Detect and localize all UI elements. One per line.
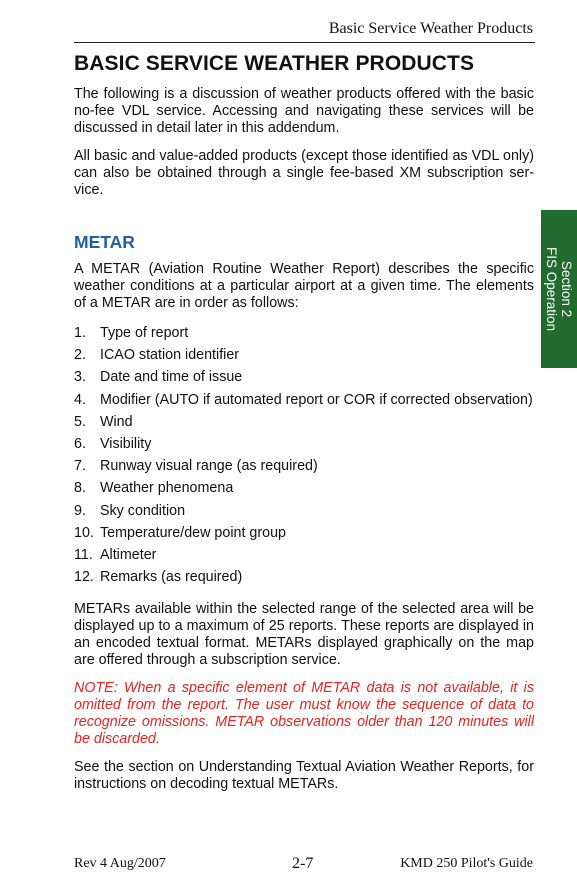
- list-item-text: Runway visual range (as required): [100, 458, 318, 475]
- list-item-text: Visibility: [100, 435, 152, 452]
- list-item-number: 9.: [74, 502, 86, 519]
- list-item-number: 2.: [74, 347, 86, 364]
- metar-heading: METAR: [74, 232, 135, 252]
- list-item-number: 7.: [74, 458, 86, 475]
- list-item-text: Sky condition: [100, 502, 186, 519]
- list-item-text: Remarks (as required): [100, 569, 243, 586]
- list-item: [74, 503, 534, 525]
- list-item: [74, 547, 534, 569]
- list-item: [74, 414, 534, 436]
- page-title: BASIC SERVICE WEATHER PRODUCTS: [74, 52, 475, 75]
- running-header: Basic Service Weather Products: [328, 20, 533, 37]
- section-tab-section: Section 2: [559, 260, 574, 318]
- list-item-number: 3.: [74, 369, 86, 386]
- list-item: [74, 325, 534, 347]
- list-item-number: 12.: [74, 569, 94, 586]
- header-rule: [74, 42, 535, 43]
- section-tab-title: FIS Operation: [544, 246, 559, 332]
- list-item-number: 1.: [74, 325, 86, 341]
- footer-page-number: 2-7: [292, 855, 314, 872]
- list-item-text: Date and time of issue: [100, 369, 243, 386]
- list-item: [74, 525, 534, 547]
- list-item-text: Altimeter: [100, 546, 157, 563]
- metar-display-paragraph: METARs available within the selected range of the selected area will be displayed up to a maximum of 25 reports. These reports are displayed in an encoded textual format. METARs displayed graphically on the map are offered through a subscription service.: [74, 601, 534, 669]
- section-tab: [541, 210, 577, 368]
- list-item-number: 5.: [74, 413, 86, 430]
- list-item: [74, 480, 534, 502]
- list-item: [74, 569, 534, 591]
- list-item-text: Modifier (AUTO if automated report or COR if corrected observation): [100, 391, 533, 408]
- list-item-number: 8.: [74, 480, 86, 497]
- list-item-number: 6.: [74, 435, 86, 452]
- subscription-paragraph: All basic and value-added products (except those identified as VDL only) can also be obtained through a single fee-based XM subscription ser-vice.: [74, 148, 534, 198]
- list-item: [74, 458, 534, 480]
- list-item: [74, 436, 534, 458]
- list-item-text: Type of report: [100, 325, 189, 341]
- list-item-number: 10.: [74, 524, 94, 541]
- metar-elements-list: [74, 325, 534, 591]
- list-item-number: 4.: [74, 391, 86, 408]
- list-item: [74, 369, 534, 391]
- list-item: [74, 392, 534, 414]
- intro-paragraph: The following is a discussion of weather products offered with the basic no-fee VDL service. Accessing and navigating these services will be discussed in detail later in this addendum.: [74, 86, 534, 136]
- page-content: [74, 52, 534, 804]
- note-paragraph: NOTE: When a specific element of METAR data is not available, it is omitted from the report. The user must know the sequence of data to recognize omissions. METAR observations older than 120 minutes will be discarded.: [74, 680, 534, 748]
- footer-revision: Rev 4 Aug/2007: [74, 856, 166, 871]
- metar-intro-paragraph: A METAR (Aviation Routine Weather Report) describes the specific weather conditions at a particular airport at a given time. The elements of a METAR are in order as follows:: [74, 261, 534, 311]
- footer-guide-title: KMD 250 Pilot's Guide: [400, 856, 533, 871]
- see-section-paragraph: See the section on Understanding Textual Aviation Weather Reports, for instructions on decoding textual METARs.: [74, 759, 534, 793]
- list-item-text: Weather phenomena: [100, 480, 234, 497]
- list-item-text: Wind: [100, 413, 133, 430]
- list-item-number: 11.: [74, 546, 93, 563]
- section-tab-label: [544, 247, 574, 331]
- list-item: [74, 347, 534, 369]
- list-item-text: ICAO station identifier: [100, 347, 240, 364]
- list-item-text: Temperature/dew point group: [100, 524, 286, 541]
